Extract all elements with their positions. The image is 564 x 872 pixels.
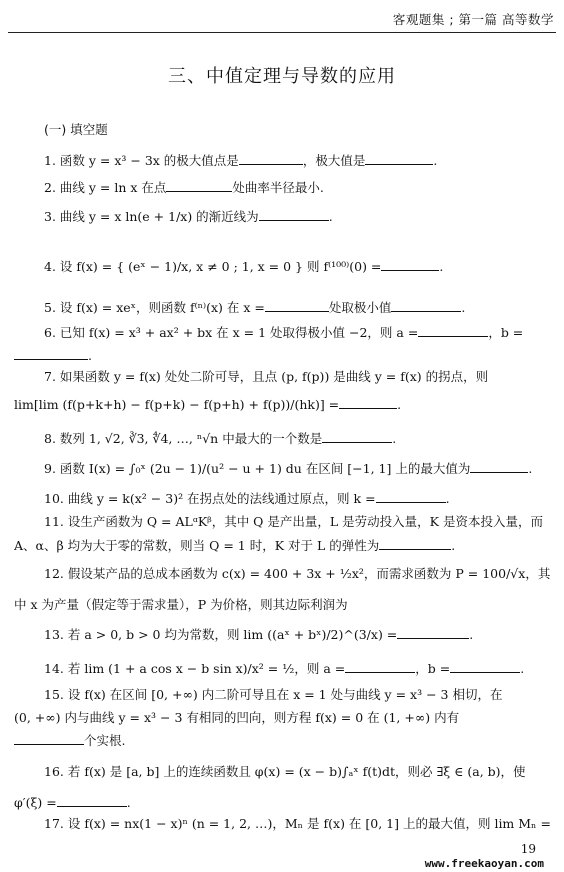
question-text: 中 x 为产量（假定等于需求量），P 为价格，则其边际利润为 [14,597,348,612]
chapter-title: 三、中值定理与导数的应用 [168,66,396,87]
section-heading: (一) 填空题 [44,122,108,137]
question-line [44,490,450,507]
question-line [14,732,125,749]
question-line [14,537,455,554]
question-line [44,764,526,780]
answer-blank[interactable] [365,152,433,165]
question-line [14,396,401,413]
question-line [44,179,324,196]
answer-blank[interactable] [57,794,127,807]
question-text: ，b = [415,661,451,676]
question-line [14,597,348,613]
question-text: 14. 若 lim (1 + a cos x − b sin x)/x² = ½，则 a = [44,661,346,676]
answer-blank[interactable] [239,152,303,165]
question-text: lim[lim (f(p+k+h) − f(p+k) − f(p+h) + f(p))/(hk)] = [14,397,340,412]
question-text: 17. 设 f(x) = nx(1 − x)ⁿ (n = 1, 2, …)，Mₙ 是 f(x) 在 [0, 1] 上的最大值，则 lim Mₙ = [44,816,551,831]
answer-blank[interactable] [381,258,439,271]
question-text: 2. 曲线 y = ln x 在点 [44,180,167,195]
question-text: . [126,795,131,810]
question-text: 1. 函数 y = x³ − 3x 的极大值点是 [44,153,239,168]
question-line [44,258,443,275]
answer-blank[interactable] [345,660,415,673]
footer-url: www.freekaoyan.com [424,857,544,870]
question-line [14,347,92,364]
answer-blank[interactable] [450,660,520,673]
answer-blank[interactable] [470,460,528,473]
question-line [44,460,532,477]
question-line [44,626,473,643]
question-line [44,299,465,316]
answer-blank[interactable] [397,626,469,639]
question-text: 处曲率半径最小. [232,180,324,195]
question-line [44,816,551,832]
question-line [44,152,437,169]
answer-blank[interactable] [166,179,232,192]
question-text: 9. 函数 I(x) = ∫₀ˣ (2u − 1)/(u² − u + 1) du 在区间 [−1, 1] 上的最大值为 [44,461,471,476]
answer-blank[interactable] [259,208,329,221]
answer-blank[interactable] [14,347,88,360]
question-line [44,208,333,225]
answer-blank[interactable] [265,299,329,312]
question-text: 12. 假设某产品的总成本函数为 c(x) = 400 + 3x + ½x²，而需求函数为 P = 100/√x，其 [44,566,551,581]
question-line [44,369,488,385]
question-text: 16. 若 f(x) 是 [a, b] 上的连续函数且 φ(x) = (x − b)∫ₐˣ f(t)dt，则必 ∃ξ ∈ (a, b)，使 [44,764,526,779]
question-text: 4. 设 f(x) = { (eˣ − 1)/x, x ≠ 0 ; 1, x = 0 } 则 f⁽¹⁰⁰⁾(0) = [44,259,382,274]
question-line [44,687,502,703]
answer-blank[interactable] [322,430,392,443]
header-rule [8,32,556,33]
question-text: . [439,259,444,274]
question-text: . [328,209,333,224]
question-line [44,324,523,341]
question-text: 8. 数列 1, √2, ∛3, ∜4, …, ⁿ√n 中最大的一个数是 [44,431,323,446]
question-text: . [451,538,456,553]
answer-blank[interactable] [14,732,84,745]
question-line [44,430,396,447]
question-text: 10. 曲线 y = k(x² − 3)² 在拐点处的法线通过原点，则 k = [44,491,376,506]
answer-blank[interactable] [376,490,446,503]
answer-blank[interactable] [391,299,461,312]
question-line [44,660,524,677]
answer-blank[interactable] [379,537,451,550]
question-line [44,514,543,530]
answer-blank[interactable] [339,396,397,409]
question-line [14,710,459,726]
question-text: 15. 设 f(x) 在区间 [0, +∞) 内二阶可导且在 x = 1 处与曲线 y = x³ − 3 相切，在 [44,687,503,702]
question-text: . [520,661,525,676]
question-text: 13. 若 a > 0, b > 0 均为常数，则 lim ((aˣ + bˣ)/2)^(3/x) = [44,627,398,642]
question-text: . [469,627,474,642]
question-text: ，b = [488,325,524,340]
question-line [44,566,550,582]
question-text: 7. 如果函数 y = f(x) 处处二阶可导，且点 (p, f(p)) 是曲线 y = f(x) 的拐点，则 [44,369,489,384]
question-text: φ′(ξ) = [14,795,57,810]
question-text: 个实根. [84,733,126,748]
question-text: . [88,348,92,363]
question-text: (0, +∞) 内与曲线 y = x³ − 3 有相同的凹向，则方程 f(x) = 0 在 (1, +∞) 内有 [14,710,460,725]
question-text: . [392,431,397,446]
question-line [14,794,131,811]
question-text: . [528,461,533,476]
question-text: 处取极小值 [328,300,392,315]
question-text: ，极大值是 [302,153,366,168]
question-text: 6. 已知 f(x) = x³ + ax² + bx 在 x = 1 处取得极小值 −2，则 a = [44,325,419,340]
question-text: 11. 设生产函数为 Q = ALᵅKᵝ，其中 Q 是产出量，L 是劳动投入量，K 是资本投入量，而 [44,514,543,529]
question-text: . [445,491,450,506]
page-number: 19 [520,842,536,856]
question-text: . [461,300,466,315]
question-text: A、α、β 均为大于零的常数，则当 Q = 1 时，K 对于 L 的弹性为 [14,538,380,553]
question-text: . [397,397,402,412]
question-text: . [433,153,438,168]
question-text: 5. 设 f(x) = xeˣ，则函数 f⁽ⁿ⁾(x) 在 x = [44,300,265,315]
question-text: 3. 曲线 y = x ln(e + 1/x) 的渐近线为 [44,209,259,224]
answer-blank[interactable] [418,324,488,337]
page-header: 客观题集 ; 第一篇 高等数学 [392,12,554,27]
